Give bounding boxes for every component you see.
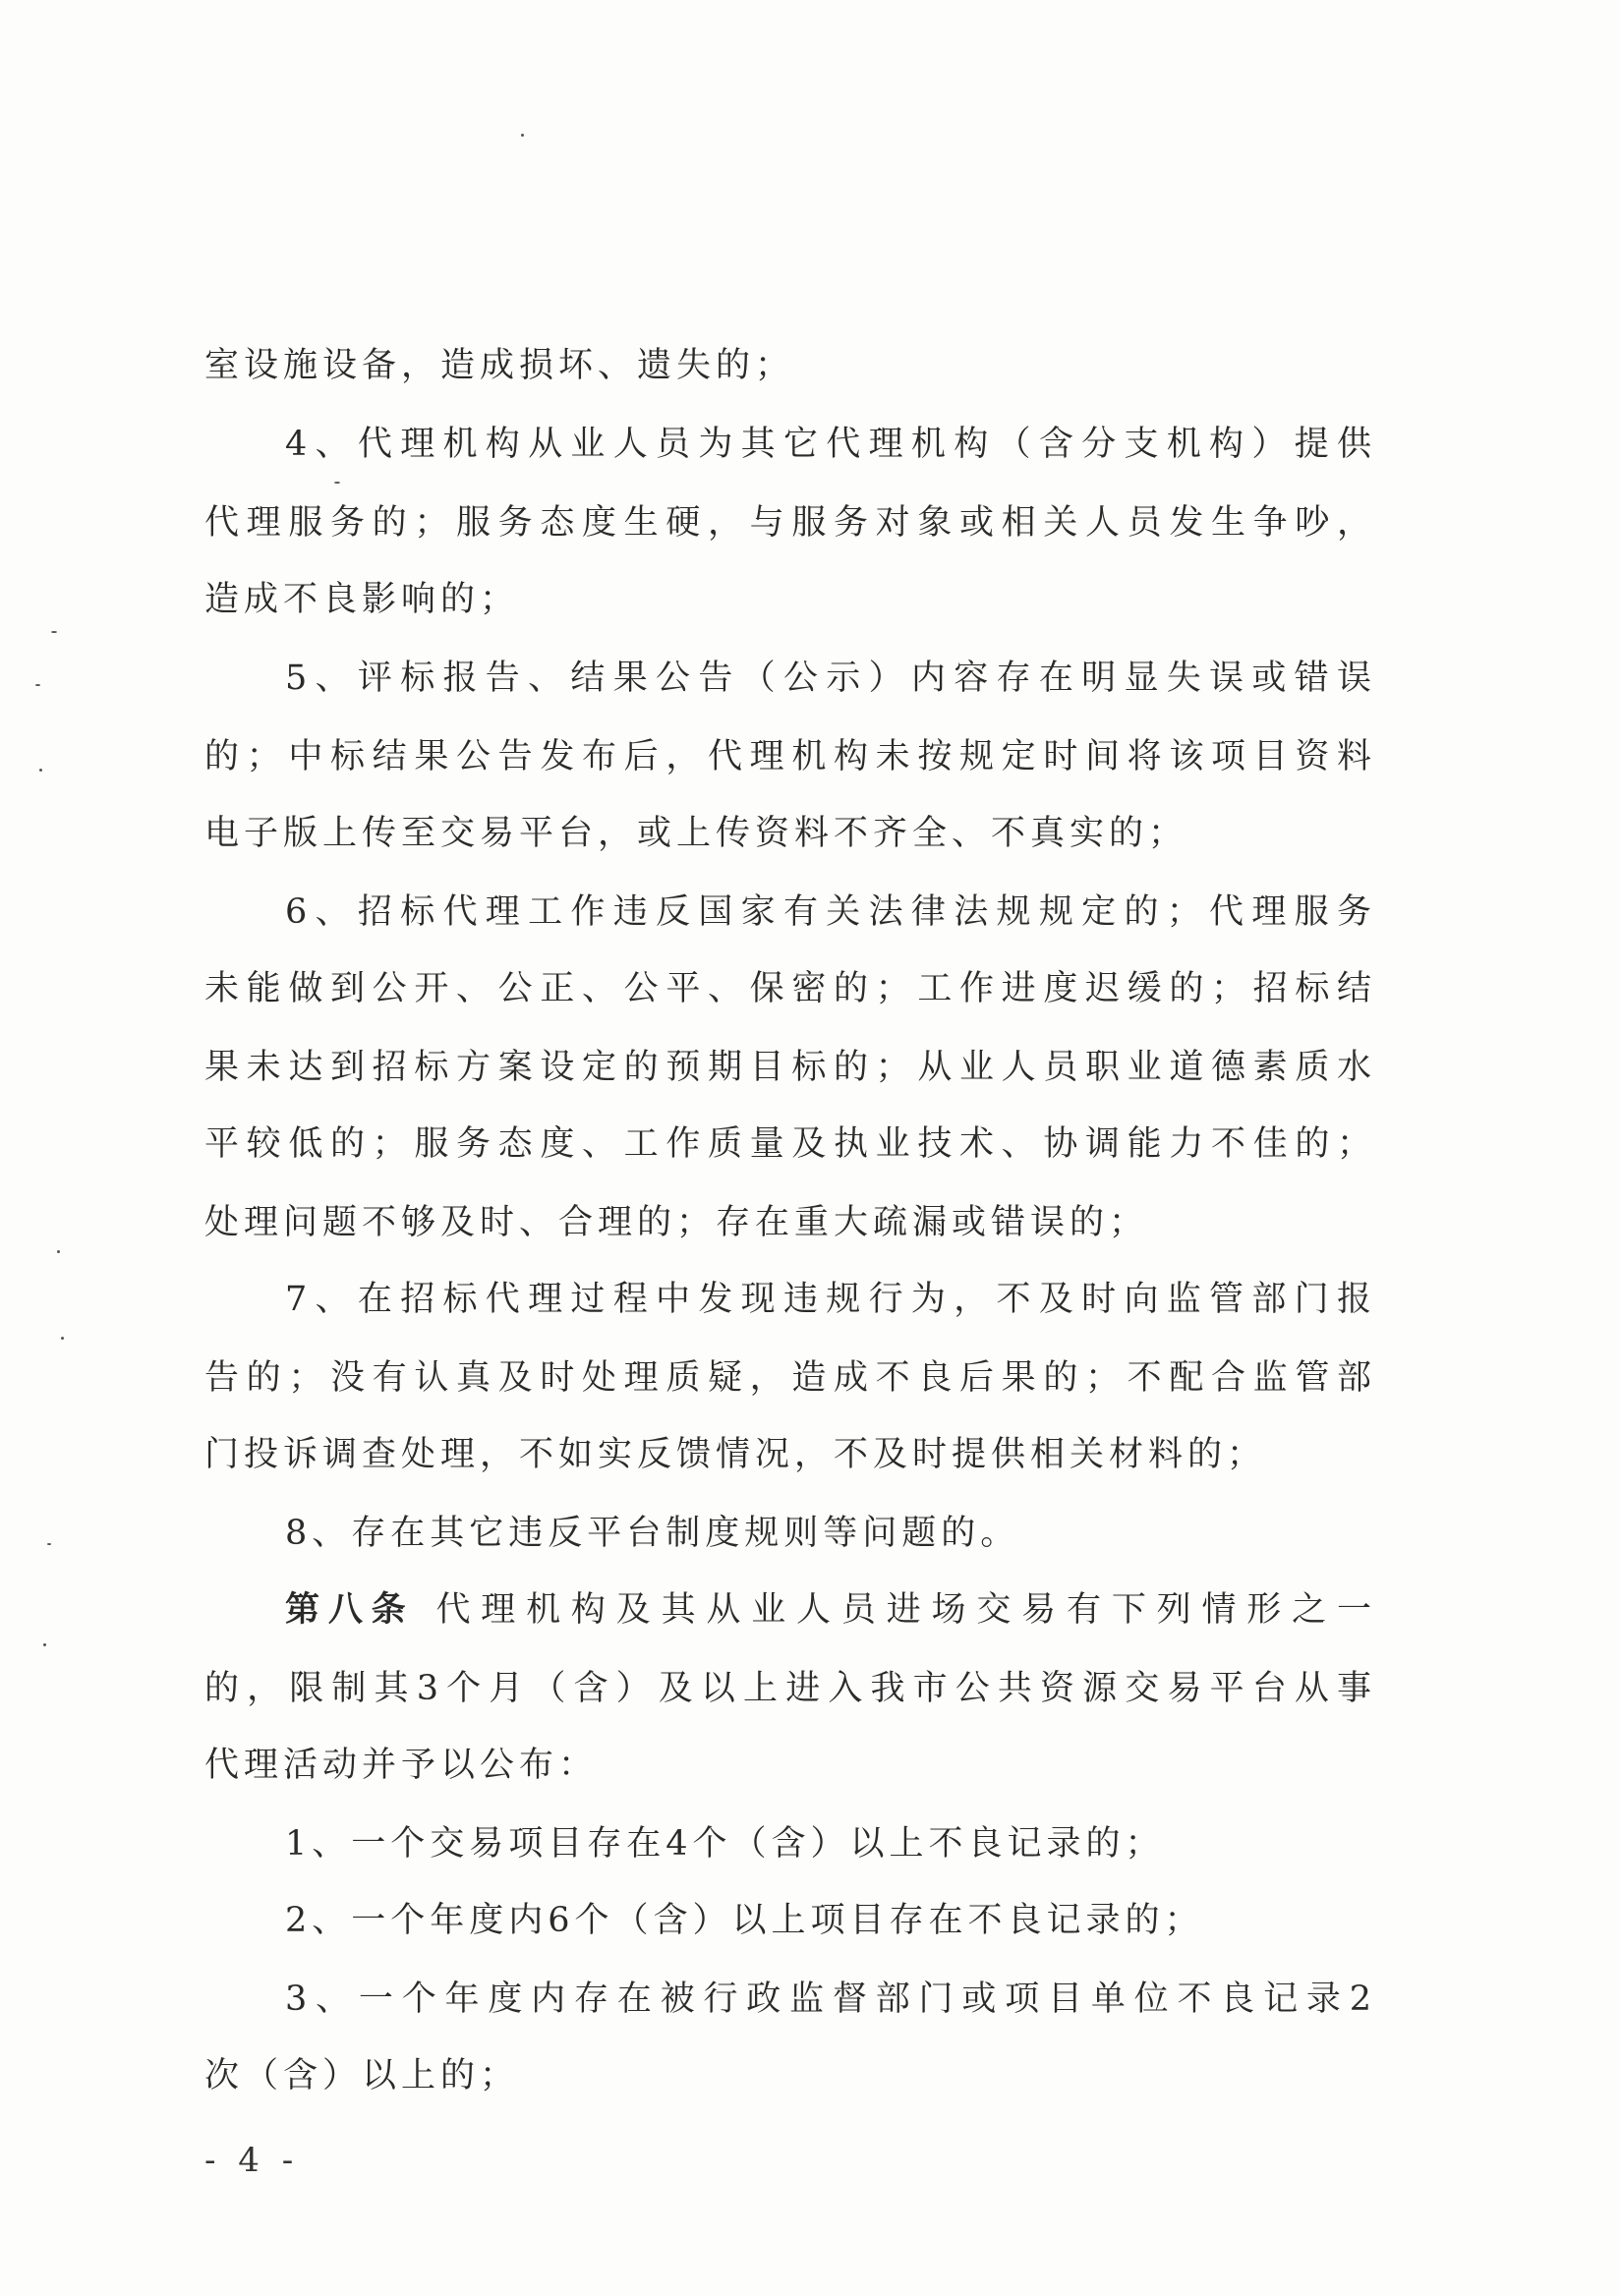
text-line: 代理服务的；服务态度生硬，与服务对象或相关人员发生争吵， (204, 503, 1376, 543)
text-line: 7、在招标代理过程中发现违规行为，不及时向监管部门报 (285, 1280, 1376, 1319)
text-line: 果未达到招标方案设定的预期目标的；从业人员职业道德素质水 (204, 1048, 1376, 1087)
text-line: 6、招标代理工作违反国家有关法律法规规定的；代理服务 (285, 892, 1376, 932)
scan-speck (57, 1250, 60, 1253)
scan-speck (521, 134, 524, 137)
scan-speck (47, 1543, 51, 1545)
scan-speck (39, 769, 42, 772)
text-line: 电子版上传至交易平台，或上传资料不齐全、不真实的； (204, 814, 1188, 853)
text-line: 3、一个年度内存在被行政监督部门或项目单位不良记录2 (285, 1980, 1376, 2019)
text-line: 的，限制其3个月（含）及以上进入我市公共资源交易平台从事 (204, 1669, 1376, 1708)
text-line: 代理活动并予以公布： (204, 1746, 599, 1785)
text-line: 造成不良影响的； (204, 580, 520, 619)
text-line: 4、代理机构从业人员为其它代理机构（含分支机构）提供 (285, 425, 1376, 464)
text-line: 的；中标结果公告发布后，代理机构未按规定时间将该项目资料 (204, 737, 1376, 776)
scan-speck (35, 684, 40, 686)
page-number: - 4 - (204, 2141, 300, 2180)
text-line: 告的；没有认真及时处理质疑，造成不良后果的；不配合监管部 (204, 1358, 1376, 1398)
text-line: 2、一个年度内6个（含）以上项目存在不良记录的； (285, 1901, 1204, 1940)
article-line (285, 1584, 1376, 1636)
text-line: 1、一个交易项目存在4个（含）以上不良记录的； (285, 1824, 1165, 1864)
scan-speck (334, 482, 340, 484)
text-line: 次（含）以上的； (204, 2056, 520, 2095)
text-line: 8、存在其它违反平台制度规则等问题的。 (285, 1514, 1020, 1553)
article-text: 代理机构及其从业人员进场交易有下列情形之一 (435, 1590, 1376, 1630)
text-line: 门投诉调查处理，不如实反馈情况，不及时提供相关材料的； (204, 1435, 1267, 1474)
text-line: 平较低的；服务态度、工作质量及执业技术、协调能力不佳的； (204, 1124, 1376, 1164)
scan-speck (51, 631, 57, 633)
scan-speck (43, 1643, 46, 1646)
article-heading: 第八条 (285, 1590, 415, 1630)
text-line: 处理问题不够及时、合理的；存在重大疏漏或错误的； (204, 1203, 1149, 1242)
scan-speck (61, 1337, 64, 1340)
text-line: 未能做到公开、公正、公平、保密的；工作进度迟缓的；招标结 (204, 969, 1376, 1008)
text-line: 室设施设备，造成损坏、遗失的； (204, 346, 795, 385)
text-line: 5、评标报告、结果公告（公示）内容存在明显失误或错误 (285, 659, 1376, 698)
